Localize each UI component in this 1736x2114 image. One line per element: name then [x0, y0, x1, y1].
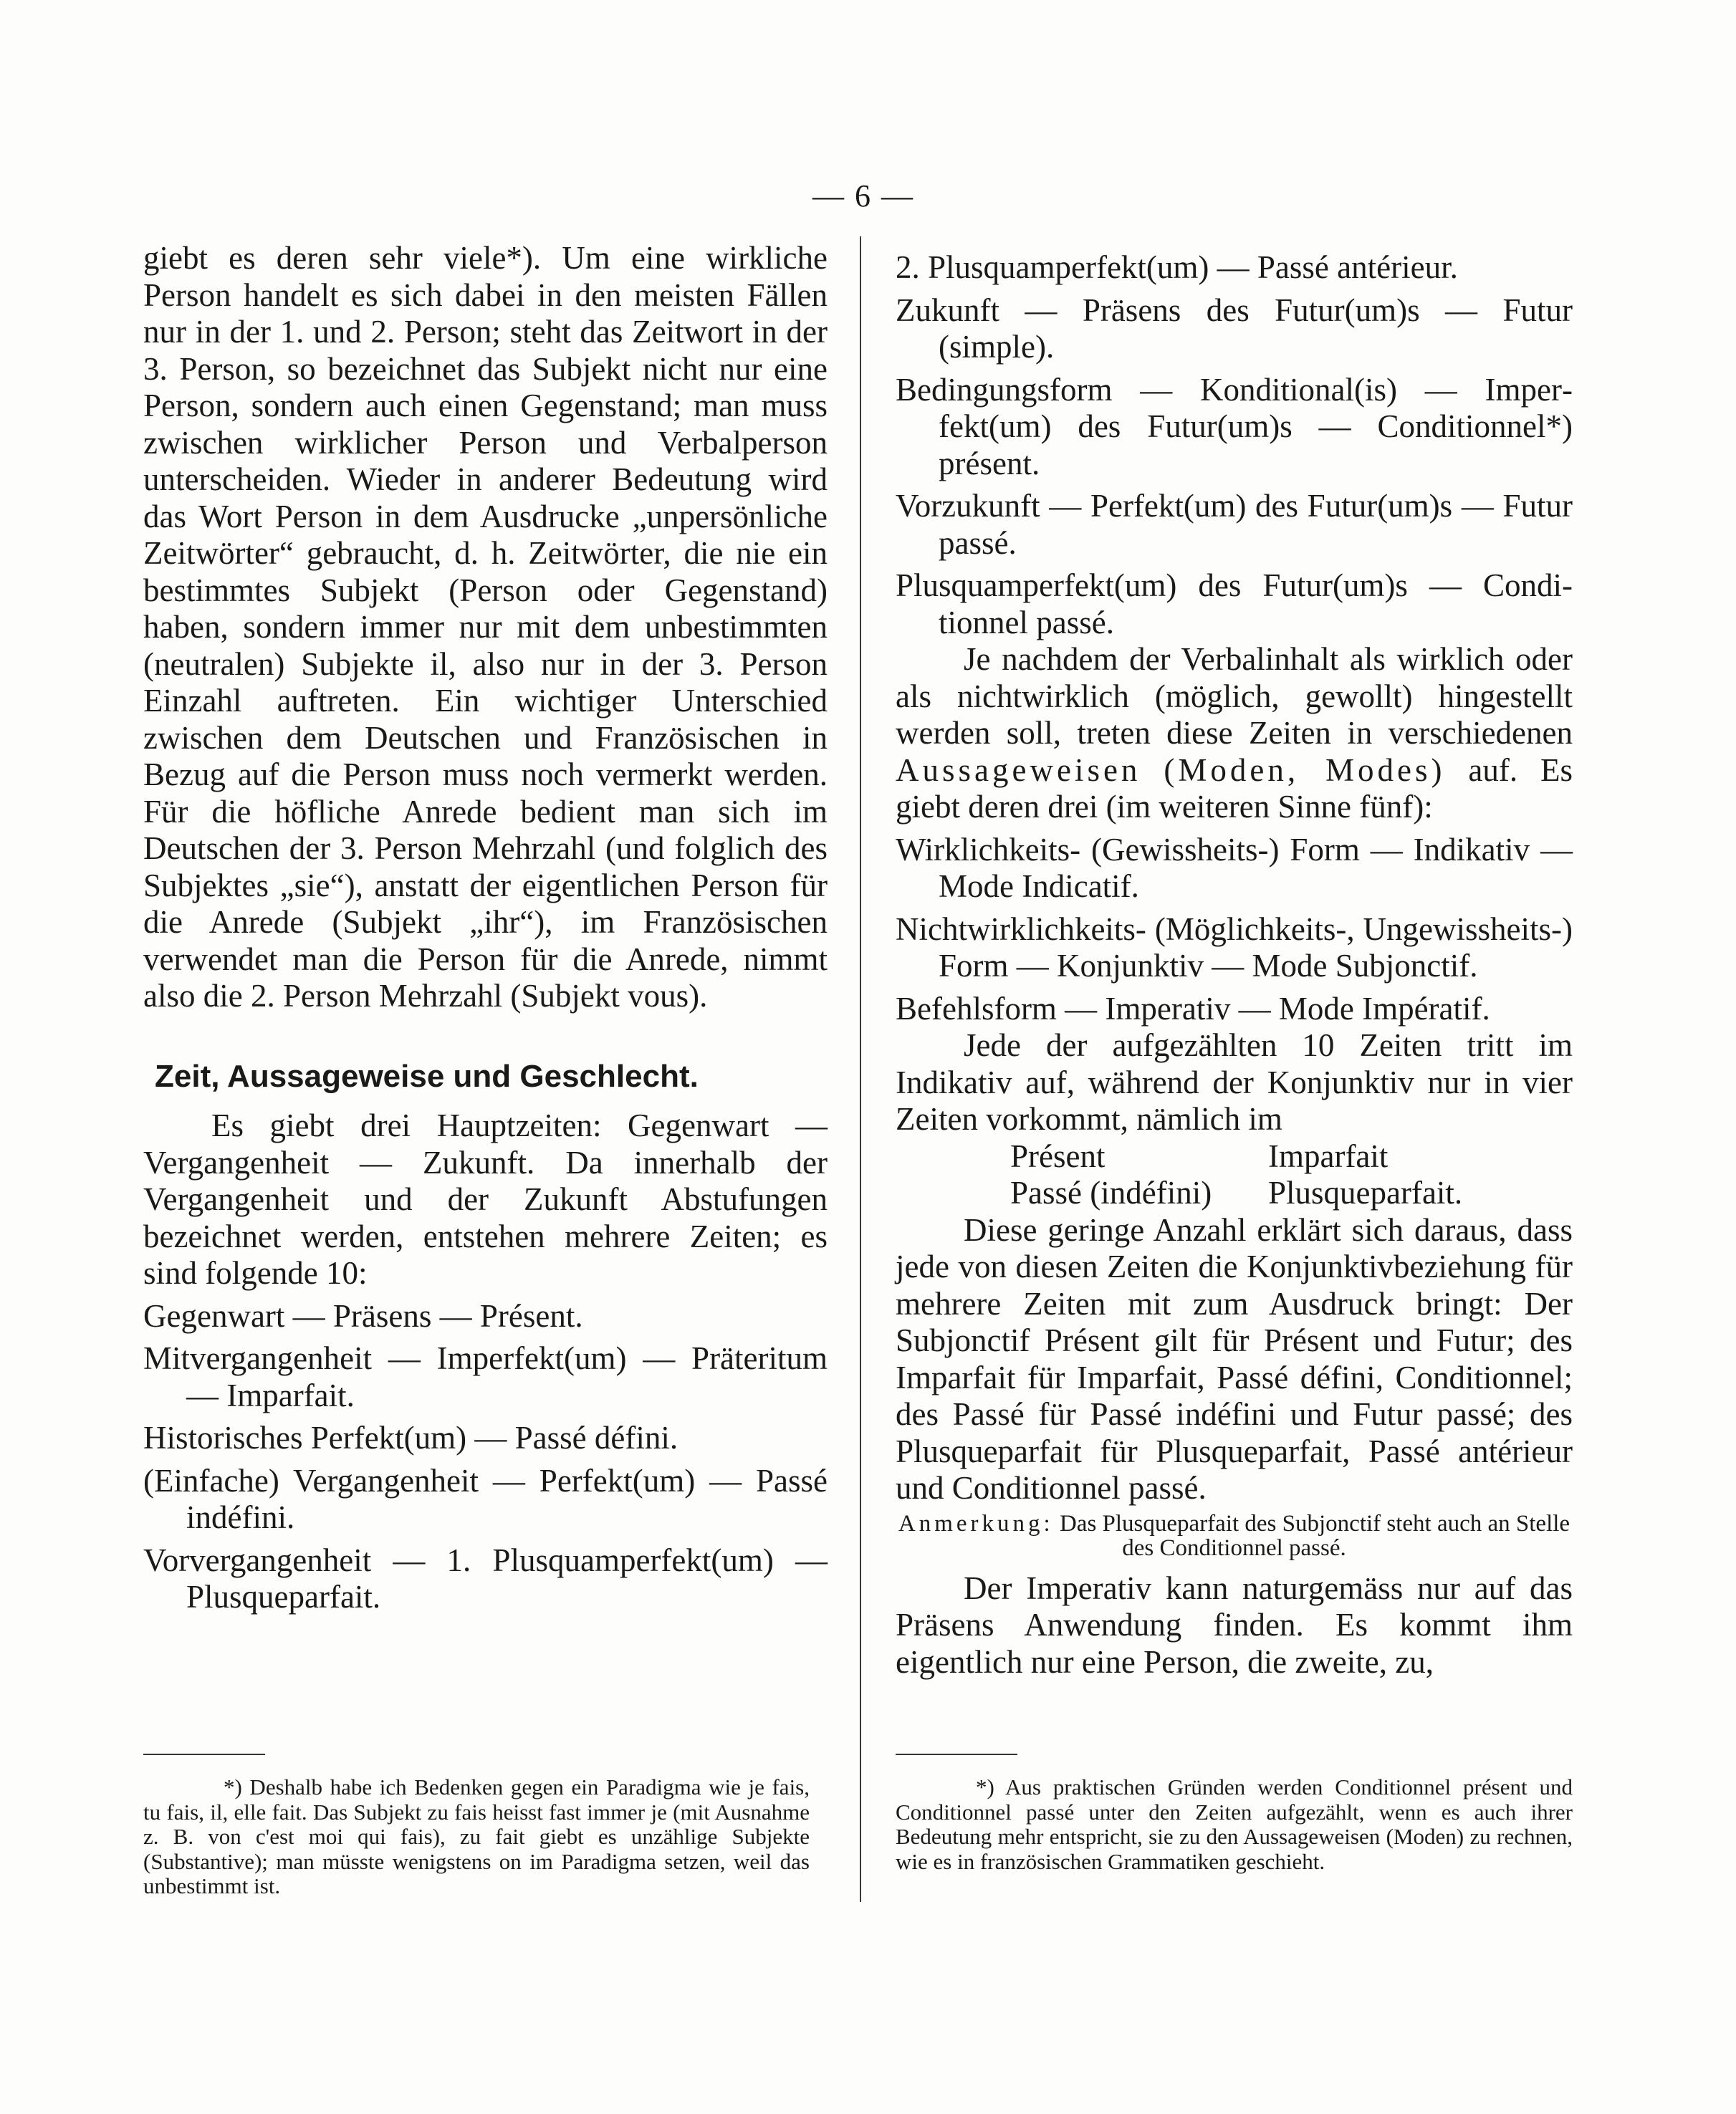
- tense-item: 2. Plusquamperfekt(um) — Passé antérieur.: [896, 249, 1458, 285]
- tense-item: Zukunft — Präsens des Futur(um)s — Futur (simple).: [896, 292, 1573, 365]
- remark-text: Das Plusqueparfait des Subjonctif steht auch an Stelle des Conditionnel passé.: [1059, 1510, 1570, 1561]
- footnote-rule-left: [143, 1754, 265, 1755]
- remark-note: [896, 1512, 1573, 1560]
- right-column: [896, 244, 1573, 1681]
- subjonctif-tense: Passé (indéfini): [1010, 1175, 1212, 1211]
- mode-item: Nichtwirklichkeits- (Möglichkeits-, Ungewissheits-) Form — Konjunktiv — Mode Subjonctif.: [896, 911, 1573, 984]
- tense-item: Historisches Perfekt(um) — Passé défini.: [143, 1420, 678, 1456]
- paragraph-aussageweisen: [896, 641, 1573, 826]
- subjonctif-tense: Imparfait: [1268, 1138, 1389, 1174]
- paragraph-konjunktiv-zeiten: Jede der aufgezählten 10 Zeiten tritt im Indikativ auf, während der Konjunktiv nur in vier Zeiten vorkommt, nämlich im: [896, 1027, 1573, 1137]
- section-heading: Zeit, Aussageweise und Geschlecht.: [155, 1058, 699, 1094]
- remark-label: Anmerkung:: [898, 1510, 1054, 1537]
- footnote-rule-right: [896, 1754, 1017, 1755]
- tense-item: Vorvergangenheit — 1. Plusquamperfekt(um) — Plusqueparfait.: [143, 1542, 828, 1615]
- footnote-left: *) Deshalb habe ich Bedenken gegen ein Paradigma wie je fais, tu fais, il, elle fait. Das Subjekt zu fais heisst fast immer je (mit Ausnahme z. B. von c'est moi qui fais), zu fait giebt es unzählige Subjekte (Substantive); man müsste wenigstens on im Paradigma setzen, weil das unbestimmt ist.: [143, 1774, 810, 1898]
- subjonctif-tense: Plusqueparfait.: [1268, 1175, 1463, 1211]
- subjonctif-tenses: [896, 1138, 1573, 1212]
- tense-item: Bedingungsform — Konditional(is) — Imperfekt(um) des Futur(um)s — Conditionnel*) présent.: [896, 371, 1573, 481]
- paragraph-person: giebt es deren sehr viele*). Um eine wirkliche Person handelt es sich dabei in den meisten Fällen nur in der 1. und 2. Person; steht das Zeitwort in der 3. Person, so bezeichnet das Subjekt nicht nur eine Person, sondern auch einen Gegenstand; man muss zwischen wirklicher Person und Verbalperson unterscheiden. Wieder in anderer Bedeutung wird das Wort Person in dem Ausdrucke „unpersönliche Zeitwörter“ gebraucht, d. h. Zeitwörter, die nie ein bestimmtes Subjekt (Person oder Gegenstand) haben, sondern immer nur mit dem unbestimmten (neutralen) Subjekte il, also nur in der 3. Person Einzahl auftreten. Ein wichtiger Unterschied zwischen dem Deutschen und Französischen in Bezug auf die Person muss noch vermerkt werden. Für die höfliche Anrede bedient man sich im Deutschen der 3. Person Mehrzahl (und folglich des Subjektes „sie“), anstatt der eigentlichen Person für die Anrede (Subjekt „ihr“), im Französischen verwendet man die Person für die Anrede, nimmt also die 2. Person Mehrzahl (Subjekt vous).: [143, 240, 828, 1014]
- modes-end-text: auf. Es giebt deren drei (im weiteren Sinne fünf):: [896, 751, 1573, 825]
- paragraph-konjunktiv-beziehung: Diese geringe Anzahl erklärt sich daraus, dass jede von diesen Zeiten die Konjunktivbeziehung für mehrere Zeiten mit zum Ausdruck bringt: Der Subjonctif Présent gilt für Présent und Futur; des Imparfait für Imparfait, Passé défini, Conditionnel; des Passé für Passé indéfini und Futur passé; des Plusqueparfait für Plusqueparfait, Passé antérieur und Conditionnel passé.: [896, 1211, 1573, 1506]
- mode-item: Wirklichkeits- (Gewissheits-) Form — Indikativ — Mode Indicatif.: [896, 831, 1573, 904]
- modes-intro-text: Je nachdem der Verbalinhalt als wirklich oder als nichtwirklich (möglich, gewollt) hingestellt werden soll, treten diese Zeiten in verschiedenen: [896, 641, 1573, 751]
- tense-item: Mitvergangenheit — Imperfekt(um) — Präteritum — Imparfait.: [143, 1340, 828, 1413]
- subjonctif-tense: Présent: [1010, 1138, 1106, 1174]
- footnote-right: *) Aus praktischen Gründen werden Conditionnel présent und Conditionnel passé unter den Zeiten aufgezählt, wenn es auch ihrer Bedeutung mehr entspricht, sie zu den Aussageweisen (Moden) zu rechnen, wie es in französischen Grammatiken geschieht.: [896, 1774, 1573, 1874]
- column-divider: [860, 236, 861, 1902]
- tense-item: Plusquamperfekt(um) des Futur(um)s — Conditionnel passé.: [896, 567, 1573, 640]
- modes-term: Aussageweisen: [896, 751, 1141, 788]
- mode-item: Befehlsform — Imperativ — Mode Impératif.: [896, 990, 1490, 1027]
- paragraph-imperativ: Der Imperativ kann naturgemäss nur auf das Präsens Anwendung finden. Es kommt ihm eigentlich nur eine Person, die zweite, zu,: [896, 1570, 1573, 1680]
- page-number: — 6 —: [812, 178, 914, 213]
- tense-item: Gegenwart — Präsens — Présent.: [143, 1297, 583, 1334]
- tense-item: Vorzukunft — Perfekt(um) des Futur(um)s — Futur passé.: [896, 488, 1573, 561]
- tense-item: (Einfache) Vergangenheit — Perfekt(um) — Passé indéfini.: [143, 1462, 828, 1535]
- paragraph-hauptzeiten: Es giebt drei Hauptzeiten: Gegenwart — Vergangenheit — Zukunft. Da innerhalb der Vergangenheit und der Zukunft Abstufungen bezeichnet werden, entstehen mehrere Zeiten; es sind folgende 10:: [143, 1108, 828, 1291]
- left-column: [143, 240, 828, 1616]
- modes-parenthetical: (Moden, Modes): [1164, 751, 1446, 788]
